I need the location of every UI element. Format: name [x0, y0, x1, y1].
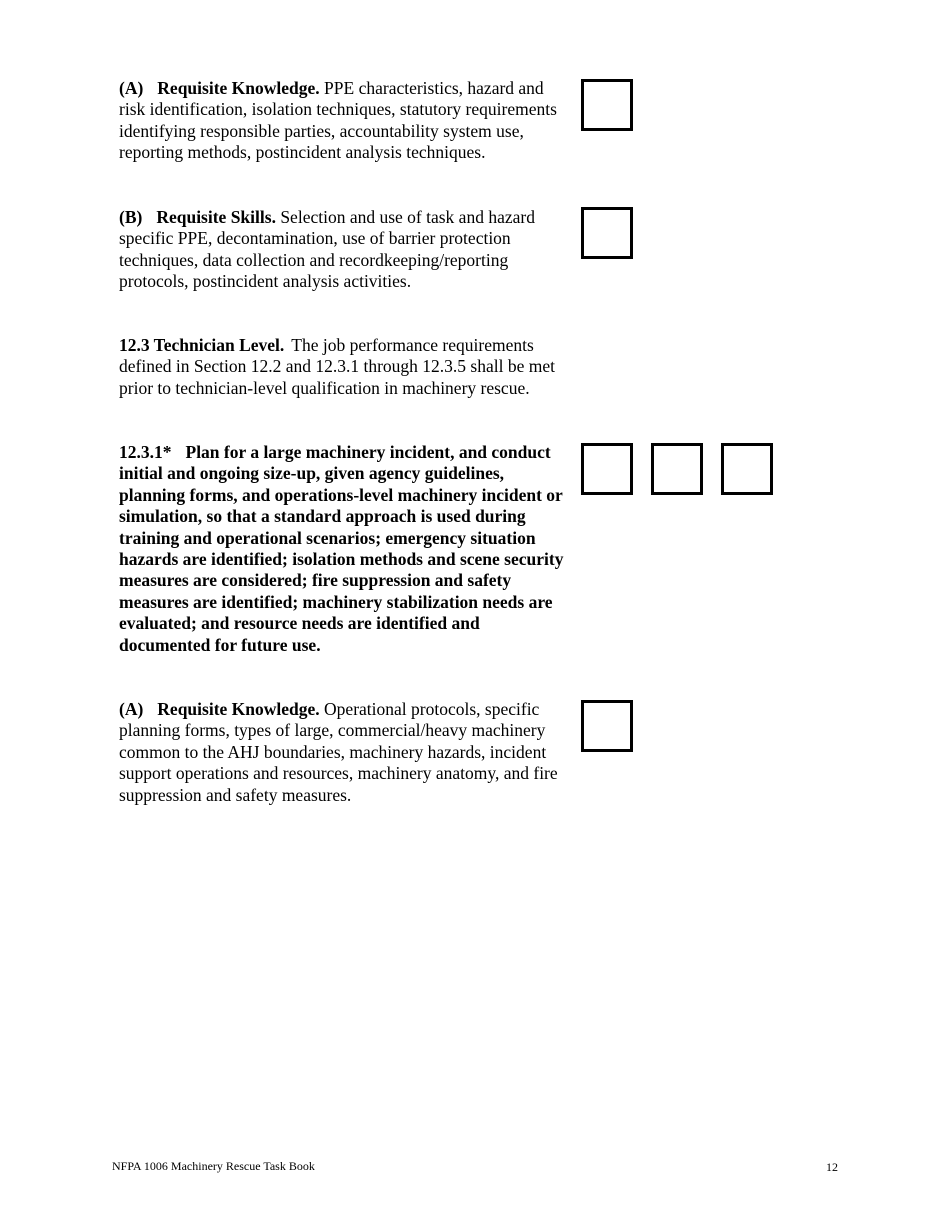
- section-heading: Requisite Skills.: [156, 207, 276, 227]
- section-text: Operational protocols, specific planning forms, types of large, commercial/heavy machinery common to the AHJ boundaries, machinery hazards, incident support operations and resources, machinery anatomy, and fire suppression and safety measures.: [119, 699, 558, 805]
- section-heading: Requisite Knowledge.: [157, 78, 320, 98]
- section-heading: 12.3 Technician Level.: [119, 335, 285, 355]
- section-prefix: (A): [119, 78, 144, 98]
- signoff-checkbox-6[interactable]: [581, 700, 633, 752]
- technician-level-paragraph: [119, 335, 569, 399]
- signoff-checkbox-3[interactable]: [581, 443, 633, 495]
- footer-title: NFPA 1006 Machinery Rescue Task Book: [112, 1159, 315, 1173]
- signoff-checkbox-5[interactable]: [721, 443, 773, 495]
- section-number: 12.3.1*: [119, 442, 172, 462]
- jpr-12-3-1-paragraph: [119, 442, 569, 656]
- section-prefix: (A): [119, 699, 144, 719]
- requisite-knowledge-paragraph-2: [119, 699, 569, 806]
- signoff-checkbox-2[interactable]: [581, 207, 633, 259]
- section-text: The job performance requirements defined in Section 12.2 and 12.3.1 through 12.3.5 shall be met prior to technician-level qualification in machinery rescue.: [119, 335, 555, 398]
- section-prefix: (B): [119, 207, 143, 227]
- requisite-skills-paragraph-1: [119, 207, 569, 293]
- section-text: Selection and use of task and hazard specific PPE, decontamination, use of barrier protection techniques, data collection and recordkeeping/reporting protocols, postincident analysis activities.: [119, 207, 535, 292]
- section-heading: Requisite Knowledge.: [157, 699, 320, 719]
- signoff-checkbox-1[interactable]: [581, 79, 633, 131]
- section-text: PPE characteristics, hazard and risk identification, isolation techniques, statutory requirements identifying responsible parties, accountability system use, reporting methods, postincident analysis techniques.: [119, 78, 557, 163]
- page-number: 12: [826, 1160, 838, 1174]
- requisite-knowledge-paragraph-1: [119, 78, 569, 164]
- section-text: Plan for a large machinery incident, and conduct initial and ongoing size-up, given agency guidelines, planning forms, and operations-level machinery incident or simulation, so that a standard approach is used during training and operational scenarios; emergency situation hazards are identified; isolation methods and scene security measures are considered; fire suppression and safety measures are identified; machinery stabilization needs are evaluated; and resource needs are identified and documented for future use.: [119, 442, 564, 655]
- signoff-checkbox-4[interactable]: [651, 443, 703, 495]
